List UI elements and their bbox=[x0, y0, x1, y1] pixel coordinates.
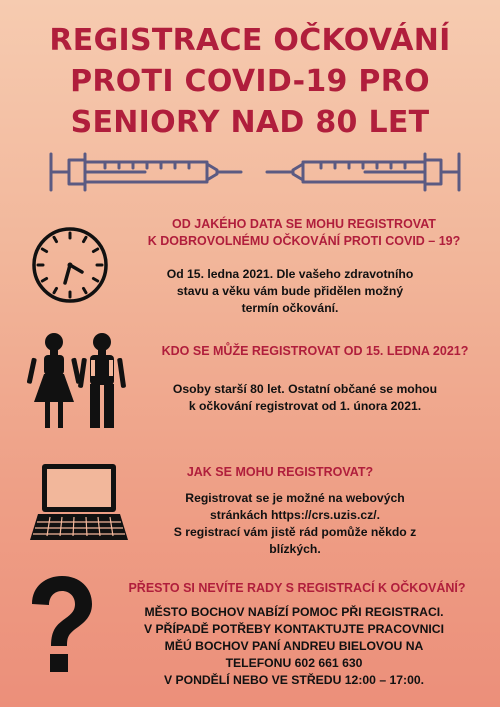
section-answer: Od 15. ledna 2021. Dle vašeho zdravotního stavu a věku vám bude přidělen možný termín očkování. bbox=[166, 267, 414, 315]
section-answer: Osoby starší 80 let. Ostatní občané se mohou k očkování registrovat od 1. února 2021. bbox=[172, 382, 438, 413]
seniors-icon bbox=[26, 330, 132, 430]
clock-icon bbox=[30, 225, 110, 305]
title-line: REGISTRACE OČKOVÁNÍ bbox=[49, 23, 451, 58]
laptop-icon bbox=[30, 462, 130, 542]
section-question: PŘESTO SI NEVÍTE RADY S REGISTRACÍ K OČKOVÁNÍ? bbox=[128, 581, 466, 595]
question-mark-icon bbox=[26, 574, 96, 684]
section-question: OD JAKÉHO DATA SE MOHU REGISTROVAT K DOBROVOLNÉMU OČKOVÁNÍ PROTI COVID – 19? bbox=[147, 217, 461, 248]
section-question: KDO SE MŮŽE REGISTROVAT OD 15. LEDNA 2021? bbox=[161, 344, 469, 358]
poster-title bbox=[0, 20, 500, 143]
title-line: PROTI COVID-19 PRO bbox=[70, 64, 430, 99]
section-question: JAK SE MOHU REGISTROVAT? bbox=[186, 465, 374, 479]
title-line: SENIORY NAD 80 LET bbox=[70, 105, 430, 140]
syringes-icon bbox=[45, 148, 465, 196]
section-answer: Registrovat se je možné na webových stránkách https://crs.uzis.cz/. S registrací vám jistě rád pomůže někdo z blízkých. bbox=[173, 491, 417, 556]
section-answer: MĚSTO BOCHOV NABÍZÍ POMOC PŘI REGISTRACI. V PŘÍPADĚ POTŘEBY KONTAKTUJTE PRACOVNICI MĚÚ BOCHOV PANÍ ANDREU BIELOVOU NA TELEFONU 602 661 630 V PONDĚLÍ NEBO VE STŘEDU 12:00 – 17:00. bbox=[144, 605, 444, 687]
